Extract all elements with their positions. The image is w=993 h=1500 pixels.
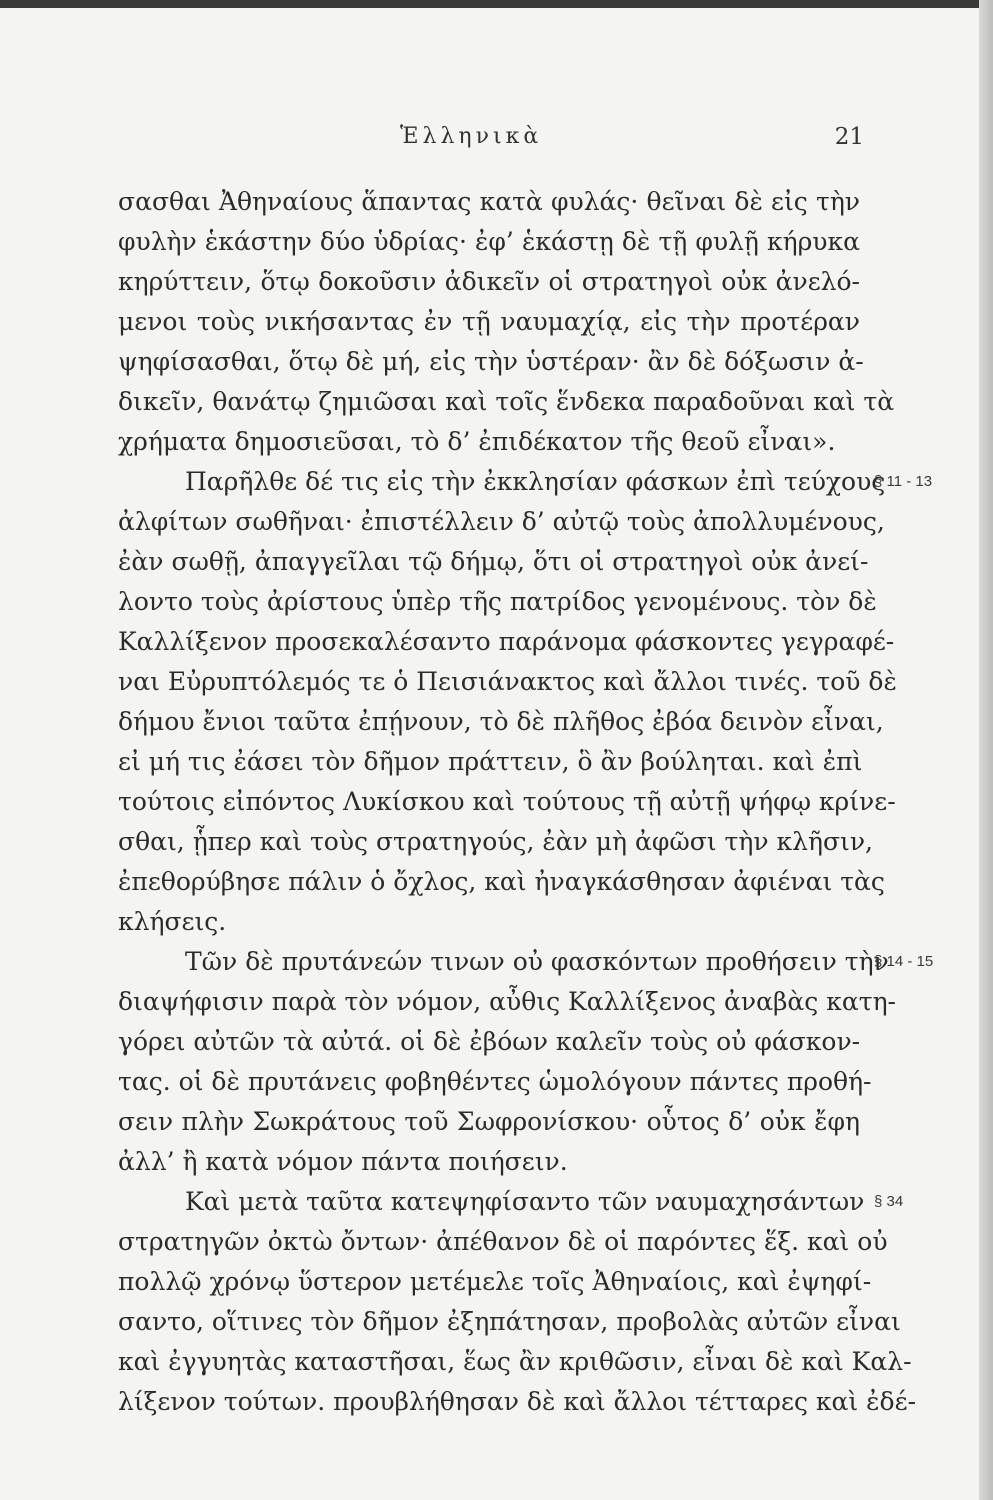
paragraph-first-line: Παρῆλθε δέ τις εἰς τὴν ἐκκλησίαν φάσκων ἐπὶ τεύχους bbox=[185, 467, 886, 496]
scan-right-edge bbox=[979, 0, 993, 1500]
text-line: ἐὰν σωθῇ, ἀπαγγεῖλαι τῷ δήμῳ, ὅτι οἱ στρατηγοὶ οὐκ ἀνεί- bbox=[118, 547, 869, 576]
page-number: 21 bbox=[834, 124, 864, 150]
text-line: σειν πλὴν Σωκράτους τοῦ Σωφρονίσκου· οὗτος δ’ οὐκ ἔφη bbox=[118, 1107, 860, 1136]
text-line: χρήματα δημοσιεῦσαι, τὸ δ’ ἐπιδέκατον τῆς θεοῦ εἶναι». bbox=[118, 427, 836, 456]
text-line: γόρει αὐτῶν τὰ αὐτά. οἱ δὲ ἐβόων καλεῖν τοὺς οὐ φάσκον- bbox=[118, 1027, 861, 1056]
text-line: μενοι τοὺς νικήσαντας ἐν τῇ ναυμαχίᾳ, εἰς τὴν προτέραν bbox=[118, 307, 860, 336]
text-line: ναι Εὐρυπτόλεμός τε ὁ Πεισιάνακτος καὶ ἄλλοι τινές. τοῦ δὲ bbox=[118, 667, 897, 696]
text-line: ἀλλ’ ἢ κατὰ νόμον πάντα ποιήσειν. bbox=[118, 1147, 568, 1176]
text-line: λοντο τοὺς ἀρίστους ὑπὲρ τῆς πατρίδος γενομένους. τὸν δὲ bbox=[118, 587, 877, 616]
text-line: δικεῖν, θανάτῳ ζημιῶσαι καὶ τοῖς ἕνδεκα παραδοῦναι καὶ τὰ bbox=[118, 387, 895, 416]
text-line: πολλῷ χρόνῳ ὕστερον μετέμελε τοῖς Ἀθηναίοις, καὶ ἐψηφί- bbox=[118, 1267, 872, 1296]
text-line: τούτοις εἰπόντος Λυκίσκου καὶ τούτους τῇ αὐτῇ ψήφῳ κρίνε- bbox=[118, 787, 896, 816]
section-reference: § 34 bbox=[874, 1193, 904, 1210]
paragraph-first-line: Τῶν δὲ πρυτάνεών τινων οὐ φασκόντων προθήσειν τὴν bbox=[185, 947, 889, 976]
text-line: σαντο, οἵτινες τὸν δῆμον ἐξηπάτησαν, προβολὰς αὐτῶν εἶναι bbox=[118, 1307, 901, 1336]
text-line: ἀλφίτων σωθῆναι· ἐπιστέλλειν δ’ αὐτῷ τοὺς ἀπολλυμένους, bbox=[118, 507, 885, 536]
scan-top-edge bbox=[0, 0, 993, 8]
section-reference: § 11 - 13 bbox=[874, 473, 933, 490]
text-line: ἐπεθορύβησε πάλιν ὁ ὄχλος, καὶ ἠναγκάσθησαν ἀφιέναι τὰς bbox=[118, 867, 885, 896]
running-head-title: Ἑλληνικὰ bbox=[400, 124, 543, 149]
text-line: κλήσεις. bbox=[118, 907, 227, 936]
text-line: ψηφίσασθαι, ὅτῳ δὲ μή, εἰς τὴν ὑστέραν· ἂν δὲ δόξωσιν ἀ- bbox=[118, 347, 864, 376]
text-line: εἰ μή τις ἐάσει τὸν δῆμον πράττειν, ὃ ἂν βούληται. καὶ ἐπὶ bbox=[118, 747, 863, 776]
text-line: Καλλίξενον προσεκαλέσαντο παράνομα φάσκοντες γεγραφέ- bbox=[118, 627, 895, 656]
text-line: διαψήφισιν παρὰ τὸν νόμον, αὖθις Καλλίξενος ἀναβὰς κατη- bbox=[118, 987, 897, 1016]
text-line: στρατηγῶν ὀκτὼ ὄντων· ἀπέθανον δὲ οἱ παρόντες ἕξ. καὶ οὐ bbox=[118, 1227, 888, 1256]
text-line: σθαι, ᾗπερ καὶ τοὺς στρατηγούς, ἐὰν μὴ ἀφῶσι τὴν κλῆσιν, bbox=[118, 827, 873, 856]
text-line: δήμου ἔνιοι ταῦτα ἐπῄνουν, τὸ δὲ πλῆθος ἐβόα δεινὸν εἶναι, bbox=[118, 707, 884, 736]
text-line: κηρύττειν, ὅτῳ δοκοῦσιν ἀδικεῖν οἱ στρατηγοὶ οὐκ ἀνελό- bbox=[118, 267, 860, 296]
text-line: φυλὴν ἑκάστην δύο ὑδρίας· ἐφ’ ἑκάστῃ δὲ τῇ φυλῇ κήρυκα bbox=[118, 227, 860, 256]
paragraph-first-line: Καὶ μετὰ ταῦτα κατεψηφίσαντο τῶν ναυμαχησάντων bbox=[185, 1187, 865, 1216]
section-reference: § 14 - 15 bbox=[874, 953, 934, 970]
text-line: λίξενον τούτων. προυβλήθησαν δὲ καὶ ἄλλοι τέτταρες καὶ ἐδέ- bbox=[118, 1387, 917, 1416]
text-line: σασθαι Ἀθηναίους ἅπαντας κατὰ φυλάς· θεῖναι δὲ εἰς τὴν bbox=[118, 187, 860, 216]
text-line: τας. οἱ δὲ πρυτάνεις φοβηθέντες ὡμολόγουν πάντες προθή- bbox=[118, 1067, 872, 1096]
text-line: καὶ ἐγγυητὰς καταστῆσαι, ἕως ἂν κριθῶσιν, εἶναι δὲ καὶ Καλ- bbox=[118, 1347, 912, 1376]
